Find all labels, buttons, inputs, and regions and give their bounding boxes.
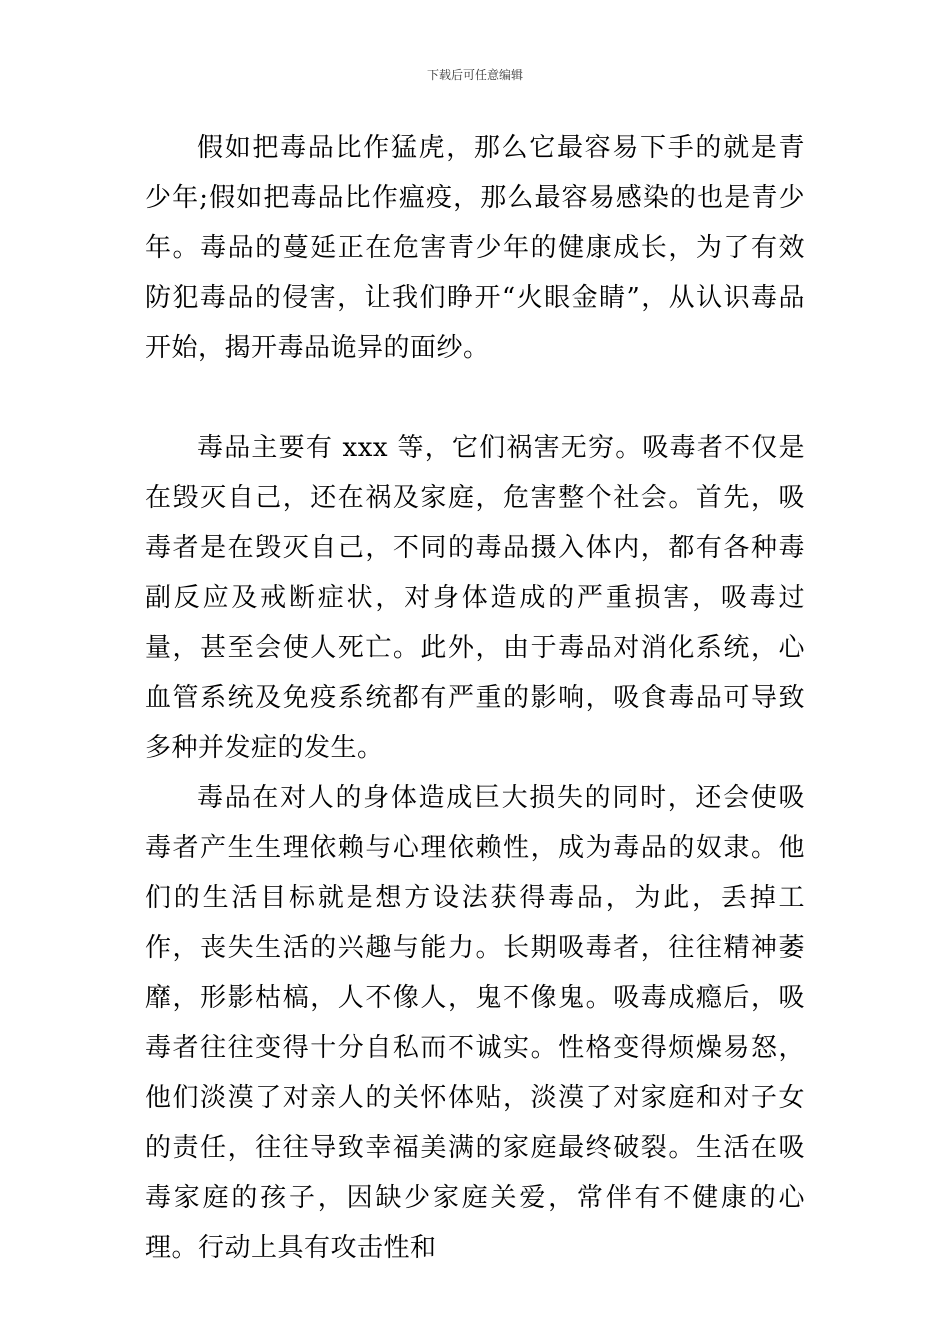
body-paragraph-1: 假如把毒品比作猛虎，那么它最容易下手的就是青少年;假如把毒品比作瘟疫，那么最容易感染的也是青少年。毒品的蔓延正在危害青少年的健康成长，为了有效防犯毒品的侵害，让我们睁开“火眼金睛”，从认识毒品开始，揭开毒品诡异的面纱。 — [145, 133, 805, 363]
body-paragraph-3: 毒品在对人的身体造成巨大损失的同时，还会使吸毒者产生生理依赖与心理依赖性，成为毒品的奴隶。他们的生活目标就是想方设法获得毒品，为此，丢掉工作，丧失生活的兴趣与能力。长期吸毒者，往往精神萎靡，形影枯槁，人不像人，鬼不像鬼。吸毒成瘾后，吸毒者往往变得十分自私而不诚实。性格变得烦燥易怒，他们淡漠了对亲人的关怀体贴，淡漠了对家庭和对子女的责任，往往导致幸福美满的家庭最终破裂。生活在吸毒家庭的孩子，因缺少家庭关爱，常伴有不健康的心理。行动上具有攻击性和 — [145, 783, 805, 1263]
page-header-note: 下载后可任意编辑 — [426, 68, 523, 82]
body-paragraph-2: 毒品主要有 xxx 等，它们祸害无穷。吸毒者不仅是在毁灭自己，还在祸及家庭，危害整个社会。首先，吸毒者是在毁灭自己，不同的毒品摄入体内，都有各种毒副反应及戒断症状，对身体造成的严重损害，吸毒过量，甚至会使人死亡。此外，由于毒品对消化系统，心血管系统及免疫系统都有严重的影响，吸食毒品可导致多种并发症的发生。 — [145, 433, 805, 763]
